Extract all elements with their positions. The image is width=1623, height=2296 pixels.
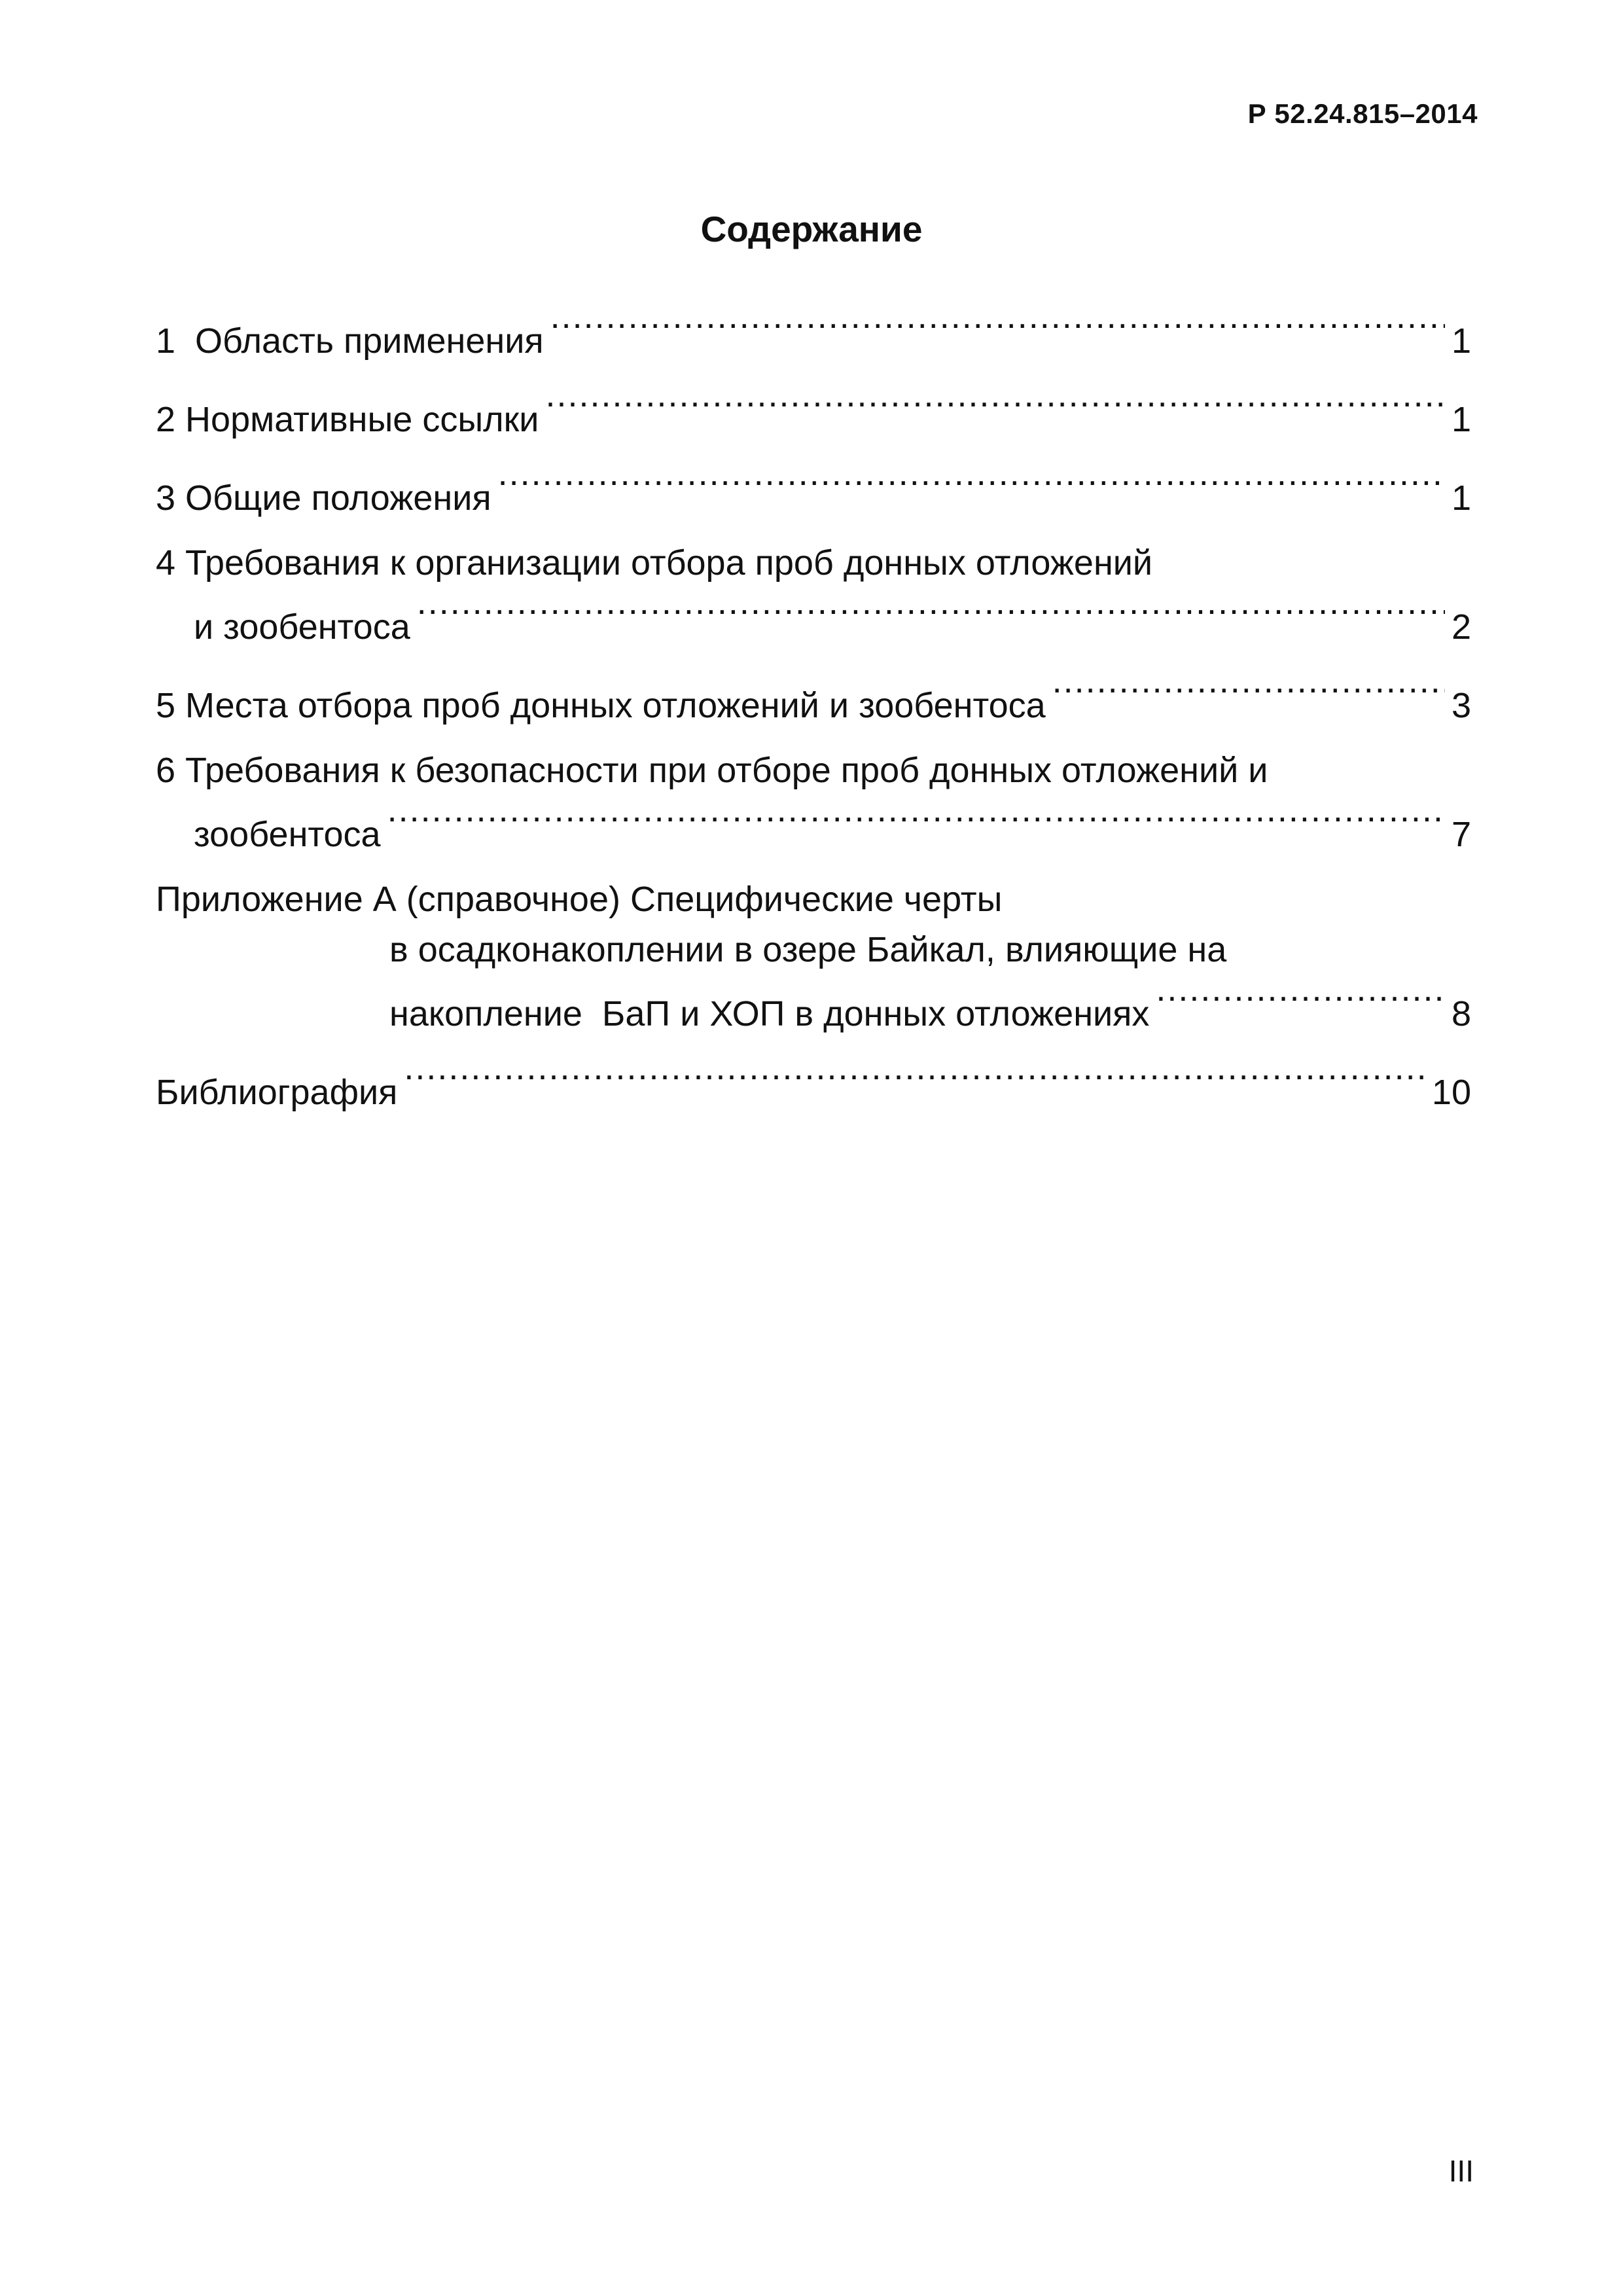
dot-leader: [550, 302, 1445, 353]
dot-leader: [387, 796, 1445, 846]
toc-entry-page: 10: [1431, 1073, 1471, 1112]
dot-leader: [1156, 975, 1445, 1026]
toc-entry-page: 3: [1451, 686, 1471, 725]
toc-entry-page: 1: [1451, 478, 1471, 518]
dot-leader: [498, 459, 1445, 510]
toc-entry-scope[interactable]: [156, 302, 1471, 367]
toc-entry-sampling-locations[interactable]: [156, 667, 1471, 731]
toc-entry-text: 4 Требования к организации отбора проб донных отложений: [156, 543, 1153, 583]
toc-entry-text-continued: накопление БаП и ХОП в донных отложениях: [389, 994, 1150, 1033]
toc-entry-text-continued: зообентоса: [194, 815, 381, 854]
toc-entry-text: Библиография: [156, 1073, 398, 1112]
toc-entry-page: 8: [1451, 994, 1471, 1033]
dot-leader: [1052, 667, 1445, 717]
page-number: III: [1448, 2154, 1474, 2188]
dot-leader: [545, 381, 1445, 431]
toc-title: Содержание: [700, 209, 923, 249]
toc-entry-text: 2 Нормативные ссылки: [156, 400, 539, 439]
toc-entry-text-continued: и зообентоса: [194, 607, 410, 647]
toc-entry-safety-requirements[interactable]: [156, 745, 1471, 860]
toc-entry-sampling-requirements[interactable]: [156, 538, 1471, 653]
toc-entry-normative-references[interactable]: [156, 381, 1471, 445]
toc-entry-page: 7: [1451, 815, 1471, 854]
toc-entry-text-continued: в осадконакоплении в озере Байкал, влияющие на: [389, 930, 1227, 969]
toc-entry-page: 1: [1451, 400, 1471, 439]
toc-entry-text: Приложение А (справочное) Специфические черты: [156, 880, 1003, 919]
toc-entry-text: 6 Требования к безопасности при отборе проб донных отложений и: [156, 751, 1268, 790]
toc-entry-page: 2: [1451, 607, 1471, 647]
toc-entry-text: 5 Места отбора проб донных отложений и зообентоса: [156, 686, 1046, 725]
toc-entry-bibliography[interactable]: [156, 1054, 1471, 1118]
table-of-contents: [156, 302, 1471, 1118]
toc-entry-appendix-a[interactable]: [156, 874, 1471, 1039]
toc-entry-general-provisions[interactable]: [156, 459, 1471, 524]
dot-leader: [417, 588, 1445, 639]
toc-entry-page: 1: [1451, 321, 1471, 361]
toc-entry-text: 1 Область применения: [156, 321, 544, 361]
toc-entry-text: 3 Общие положения: [156, 478, 491, 518]
document-code: Р 52.24.815–2014: [1247, 98, 1478, 129]
dot-leader: [404, 1054, 1425, 1104]
